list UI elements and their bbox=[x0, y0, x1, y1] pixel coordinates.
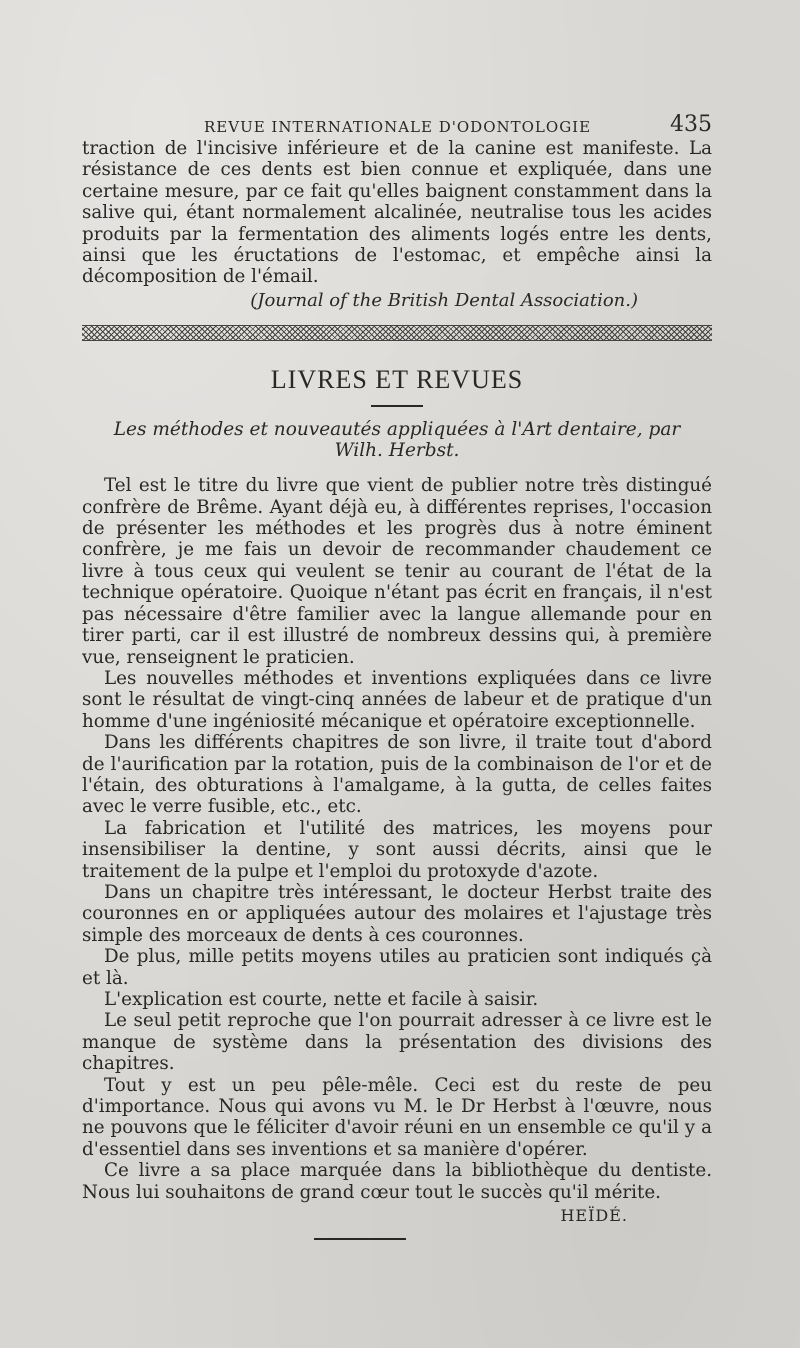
continuation-block bbox=[82, 138, 712, 311]
review-paragraph: Ce livre a sa place marquée dans la bibliothèque du dentiste. Nous lui souhaitons de grand cœur tout le succès qu'il mérite. bbox=[82, 1160, 712, 1203]
review-paragraph: Les nouvelles méthodes et inventions expliquées dans ce livre sont le résultat de vingt-cinq années de labeur et de pratique d'un homme d'une ingéniosité mécanique et opératoire exceptionnelle. bbox=[82, 667, 712, 732]
ornamental-divider bbox=[82, 325, 712, 341]
section-title: LIVRES ET REVUES bbox=[270, 365, 524, 395]
title-rule bbox=[371, 405, 423, 407]
review-paragraph: De plus, mille petits moyens utiles au praticien sont indiqués çà et là. bbox=[82, 946, 712, 989]
review-paragraph: Tout y est un peu pêle-mêle. Ceci est du reste de peu d'importance. Nous qui avons vu M. le Dr Herbst à l'œuvre, nous ne pouvons que le féliciter d'avoir réuni en un ensemble ce qu'il y a d'essentiel dans ses inventions et sa manière d'opérer. bbox=[82, 1074, 712, 1160]
review-paragraph: Le seul petit reproche que l'on pourrait adresser à ce livre est le manque de système dans la présentation des divisions des chapitres. bbox=[82, 1010, 712, 1075]
page-number: 435 bbox=[670, 112, 712, 137]
review-paragraph: La fabrication et l'utilité des matrices, les moyens pour insensibiliser la dentine, y sont aussi décrits, ainsi que le traitement de la pulpe et l'emploi du protoxyde d'azote. bbox=[82, 817, 712, 882]
review-paragraph: Dans les différents chapitres de son livre, il traite tout d'abord de l'aurification par la rotation, puis de la combinaison de l'or et de l'étain, des obturations à l'amalgame, à la gutta, de celles faites avec le verre fusible, etc., etc. bbox=[82, 732, 712, 818]
author-signature: HEÏDÉ. bbox=[560, 1206, 628, 1226]
source-citation: (Journal of the British Dental Association.) bbox=[250, 289, 638, 311]
end-rule bbox=[314, 1238, 406, 1240]
review-paragraph: Tel est le titre du livre que vient de publier notre très distingué confrère de Brême. Ayant déjà eu, à différentes reprises, l'occasion de présenter les méthodes et les progrès dus à notre éminent confrère, je me fais un devoir de recommander chaudement ce livre à tous ceux qui veulent se tenir au courant de l'état de la technique opératoire. Quoique n'étant pas écrit en français, il n'est pas nécessaire d'être familier avec la langue allemande pour en tirer parti, car il est illustré de nombreux dessins qui, à première vue, renseignent le praticien. bbox=[82, 475, 712, 668]
review-body bbox=[82, 475, 712, 1226]
running-title: REVUE INTERNATIONALE D'ODONTOLOGIE bbox=[204, 118, 592, 136]
document-page bbox=[82, 108, 712, 1240]
book-title: Les méthodes et nouveautés appliquées à l'Art dentaire, par Wilh. Herbst. bbox=[113, 419, 681, 462]
continuation-paragraph: traction de l'incisive inférieure et de la canine est manifeste. La résistance de ces dents est bien connue et expliquée, dans une certaine mesure, par ce fait qu'elles baignent constamment dans la salive qui, étant normalement alcalinée, neutralise tous les acides produits par la fermentation des aliments logés entre les dents, ainsi que les éructations de l'estomac, et empêche ainsi la décomposition de l'émail. bbox=[82, 138, 712, 288]
page-header bbox=[82, 108, 712, 138]
review-paragraph: L'explication est courte, nette et facile à saisir. bbox=[104, 989, 539, 1010]
review-paragraph: Dans un chapitre très intéressant, le docteur Herbst traite des couronnes en or appliquées autour des molaires et l'ajustage très simple des morceaux de dents à ces couronnes. bbox=[82, 881, 712, 946]
